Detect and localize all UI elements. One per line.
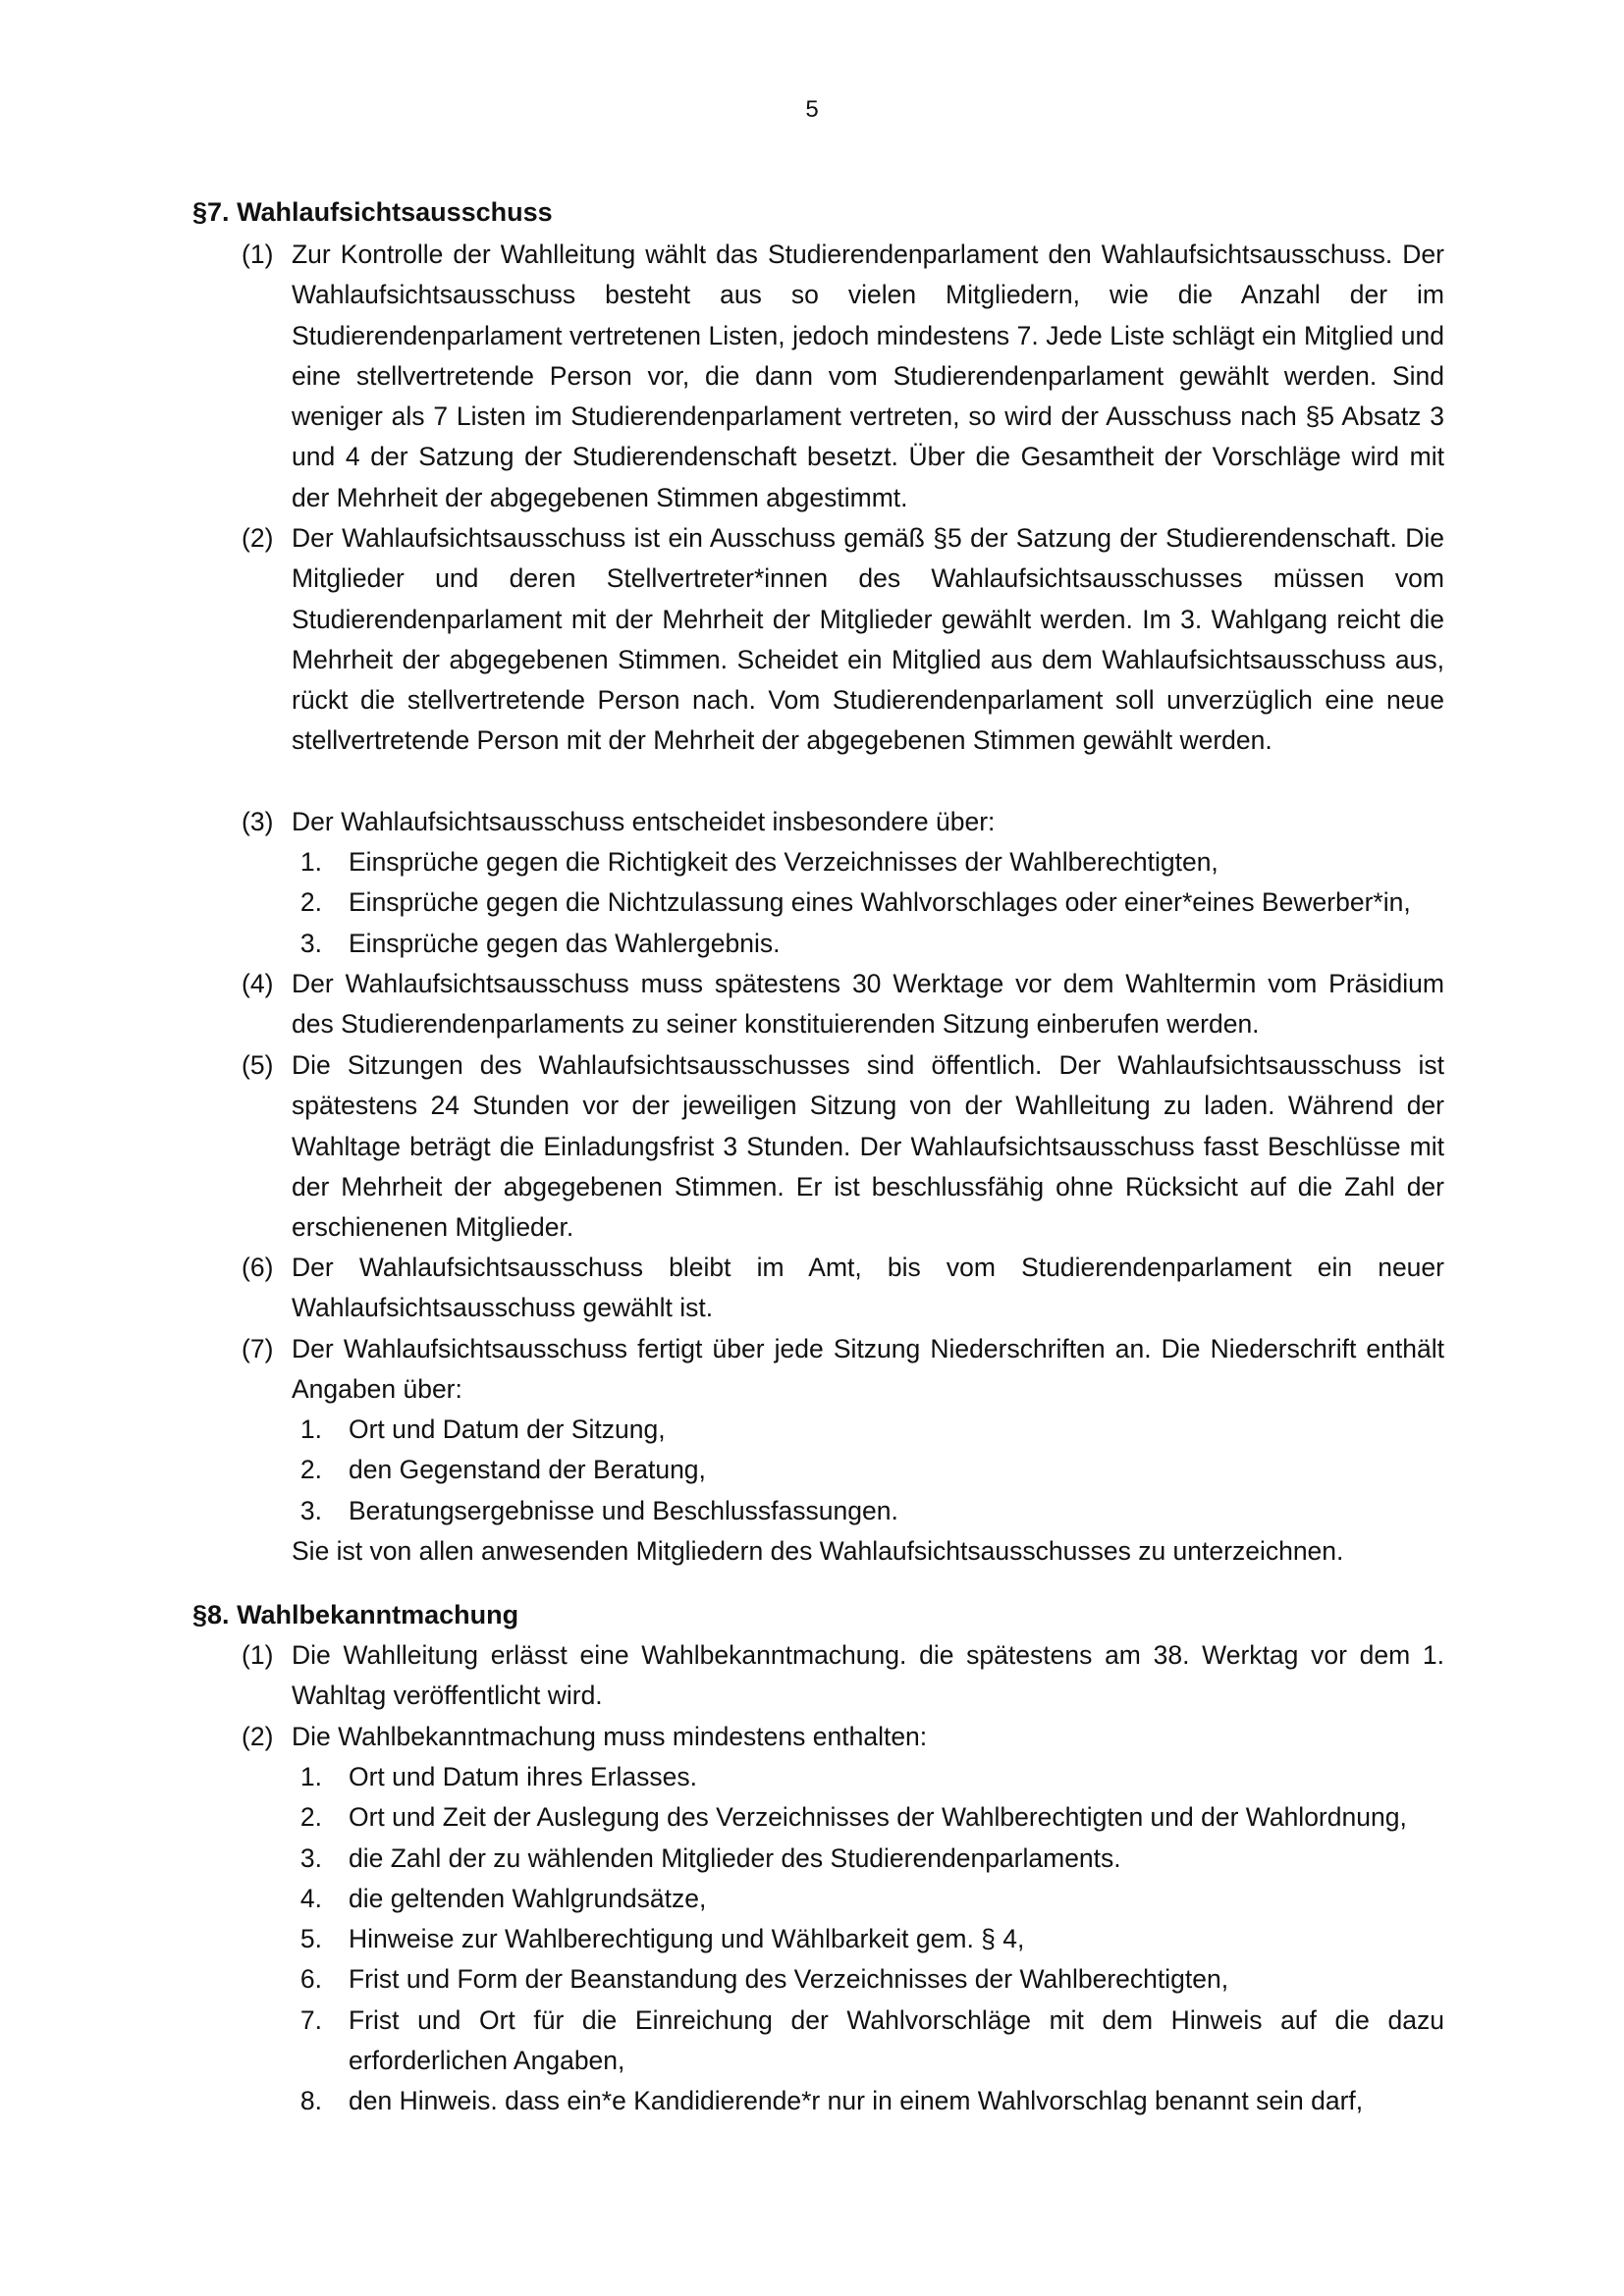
- list-item-number: 2.: [299, 887, 322, 918]
- paragraph-text: Der Wahlaufsichtsausschuss fertigt über jede Sitzung Niederschriften an. Die Niederschrift enthält Angaben über:: [292, 1334, 1444, 1405]
- list-item-number: 3.: [299, 1842, 322, 1873]
- paragraph-text: Der Wahlaufsichtsausschuss muss spätestens 30 Werktage vor dem Wahltermin vom Präsidium des Studierendenparlaments zu seiner konstituierenden Sitzung einberufen werden.: [292, 969, 1444, 1040]
- list-item-number: 3.: [299, 928, 322, 958]
- list-item: [291, 1919, 1444, 1959]
- list-item: [291, 842, 1444, 882]
- list-item-number: 6.: [299, 1964, 322, 1995]
- section-heading-7: [192, 192, 553, 233]
- section-number: §7.: [192, 197, 230, 227]
- list-item-number: 5.: [299, 1924, 322, 1954]
- list-item-number: 1.: [299, 1415, 322, 1444]
- page-number: 5: [805, 96, 819, 123]
- list-7-3: [291, 842, 1444, 964]
- paragraph-number: (1): [242, 240, 274, 269]
- paragraph-text: Der Wahlaufsichtsausschuss bleibt im Amt, bis vom Studierendenparlament ein neuer Wahlaufsichtsausschuss gewählt ist.: [292, 1253, 1444, 1323]
- section-title: Wahlaufsichtsausschuss: [237, 197, 553, 227]
- list-item-text: die Zahl der zu wählenden Mitglieder des Studierendenparlaments.: [349, 1842, 1121, 1873]
- list-8-2: [291, 1757, 1444, 2122]
- list-item-text: Beratungsergebnisse und Beschlussfassungen.: [349, 1495, 898, 1525]
- list-item-number: 4.: [299, 1883, 322, 1913]
- paragraph-7-2: [242, 518, 1444, 762]
- list-item: [291, 2081, 1444, 2121]
- list-item-number: 1.: [299, 847, 322, 877]
- paragraph-text: Der Wahlaufsichtsausschuss ist ein Ausschuss gemäß §5 der Satzung der Studierendenschaft. Die Mitglieder und deren Stellvertreter*innen des Wahlaufsichtsausschusses müssen vom Studierendenparlament mit der Mehrheit der Mitglieder gewählt werden. Im 3. Wahlgang reicht die Mehrheit der abgegebenen Stimmen. Scheidet ein Mitglied aus dem Wahlaufsichtsausschuss aus, rückt die stellvertretende Person nach. Vom Studierendenparlament soll unverzüglich eine neue stellvertretende Person mit der Mehrheit der abgegebenen Stimmen gewählt werden.: [292, 523, 1444, 756]
- paragraph-text: Zur Kontrolle der Wahlleitung wählt das Studierendenparlament den Wahlaufsichtsausschuss. Der Wahlaufsichtsausschuss besteht aus so vielen Mitgliedern, wie die Anzahl der im Studierendenparlament vertretenen Listen, jedoch mindestens 7. Jede Liste schlägt ein Mitglied und eine stellvertretende Person vor, die dann vom Studierendenparlament gewählt werden. Sind weniger als 7 Listen im Studierendenparlament vertreten, so wird der Ausschuss nach §5 Absatz 3 und 4 der Satzung der Studierendenschaft besetzt. Über die Gesamtheit der Vorschläge wird mit der Mehrheit der abgegebenen Stimmen abgestimmt.: [292, 240, 1444, 512]
- section-number: §8.: [192, 1600, 230, 1629]
- paragraph-number: (2): [242, 1722, 274, 1751]
- list-item-text: den Hinweis. dass ein*e Kandidierende*r nur in einem Wahlvorschlag benannt sein darf,: [349, 2086, 1364, 2116]
- paragraph-text: Der Wahlaufsichtsausschuss entscheidet insbesondere über:: [292, 807, 996, 836]
- paragraph-7-5: [242, 1045, 1444, 1248]
- paragraph-number: (6): [242, 1253, 274, 1282]
- list-item-text: Einsprüche gegen das Wahlergebnis.: [349, 928, 781, 958]
- list-item: [291, 1410, 1444, 1450]
- section-heading-8: [192, 1595, 518, 1635]
- paragraph-text: Die Wahlleitung erlässt eine Wahlbekanntmachung. die spätestens am 38. Werktag vor dem 1. Wahltag veröffentlicht wird.: [292, 1640, 1444, 1711]
- list-7-7: [291, 1410, 1444, 1531]
- list-item: [291, 2001, 1444, 2082]
- list-item-number: 7.: [299, 2004, 322, 2035]
- paragraph-7-7: [242, 1329, 1444, 1411]
- paragraph-7-4: [242, 964, 1444, 1045]
- paragraph-number: (7): [242, 1334, 274, 1363]
- paragraph-closing: Sie ist von allen anwesenden Mitgliedern des Wahlaufsichtsausschusses zu unterzeichnen.: [292, 1536, 1344, 1566]
- list-item: [291, 1839, 1444, 1879]
- list-item-text: den Gegenstand der Beratung,: [349, 1455, 706, 1485]
- list-item-text: die geltenden Wahlgrundsätze,: [349, 1883, 707, 1913]
- list-item-number: 2.: [299, 1455, 322, 1485]
- list-item-text: Einsprüche gegen die Richtigkeit des Verzeichnisses der Wahlberechtigten,: [349, 847, 1218, 877]
- list-item: [291, 1757, 1444, 1797]
- paragraph-number: (5): [242, 1050, 274, 1080]
- paragraph-text: Die Wahlbekanntmachung muss mindestens enthalten:: [292, 1722, 928, 1751]
- list-item: [291, 1879, 1444, 1919]
- paragraph-7-1: [242, 235, 1444, 518]
- list-item-number: 3.: [299, 1495, 322, 1525]
- paragraph-number: (4): [242, 969, 274, 998]
- list-item-text: Ort und Datum ihres Erlasses.: [349, 1762, 697, 1791]
- list-item-text: Frist und Form der Beanstandung des Verzeichnisses der Wahlberechtigten,: [349, 1964, 1229, 1995]
- list-item-text: Hinweise zur Wahlberechtigung und Wählbarkeit gem. § 4,: [349, 1924, 1025, 1954]
- paragraph-number: (1): [242, 1640, 274, 1670]
- paragraph-7-6: [242, 1248, 1444, 1329]
- paragraph-8-1: [242, 1635, 1444, 1717]
- paragraph-number: (3): [242, 807, 274, 836]
- list-item-text: Einsprüche gegen die Nichtzulassung eines Wahlvorschlages oder einer*eines Bewerber*in,: [349, 887, 1411, 918]
- list-item-number: 2.: [299, 1802, 322, 1833]
- paragraph-number: (2): [242, 523, 274, 553]
- paragraph-text: Die Sitzungen des Wahlaufsichtsausschusses sind öffentlich. Der Wahlaufsichtsausschuss ist spätestens 24 Stunden vor der jeweiligen Sitzung von der Wahlleitung zu laden. Während der Wahltage beträgt die Einladungsfrist 3 Stunden. Der Wahlaufsichtsausschuss fasst Beschlüsse mit der Mehrheit der abgegebenen Stimmen. Er ist beschlussfähig ohne Rücksicht auf die Zahl der erschienenen Mitglieder.: [292, 1050, 1444, 1243]
- list-item: [291, 1491, 1444, 1531]
- list-item: [291, 1959, 1444, 2000]
- list-item-number: 1.: [299, 1762, 322, 1791]
- paragraph-7-3: [242, 802, 1444, 842]
- list-item-text: Ort und Datum der Sitzung,: [349, 1415, 666, 1444]
- list-item-text: Ort und Zeit der Auslegung des Verzeichnisses der Wahlberechtigten und der Wahlordnung,: [349, 1802, 1407, 1833]
- list-item: [291, 882, 1444, 923]
- section-title: Wahlbekanntmachung: [237, 1600, 519, 1629]
- list-item-number: 8.: [299, 2086, 322, 2116]
- list-item: [291, 924, 1444, 964]
- list-item: [291, 1797, 1444, 1838]
- list-item-text: Frist und Ort für die Einreichung der Wahlvorschläge mit dem Hinweis auf die dazu erforderlichen Angaben,: [349, 2004, 1444, 2076]
- paragraph-8-2: [242, 1717, 1444, 1757]
- list-item: [291, 1450, 1444, 1490]
